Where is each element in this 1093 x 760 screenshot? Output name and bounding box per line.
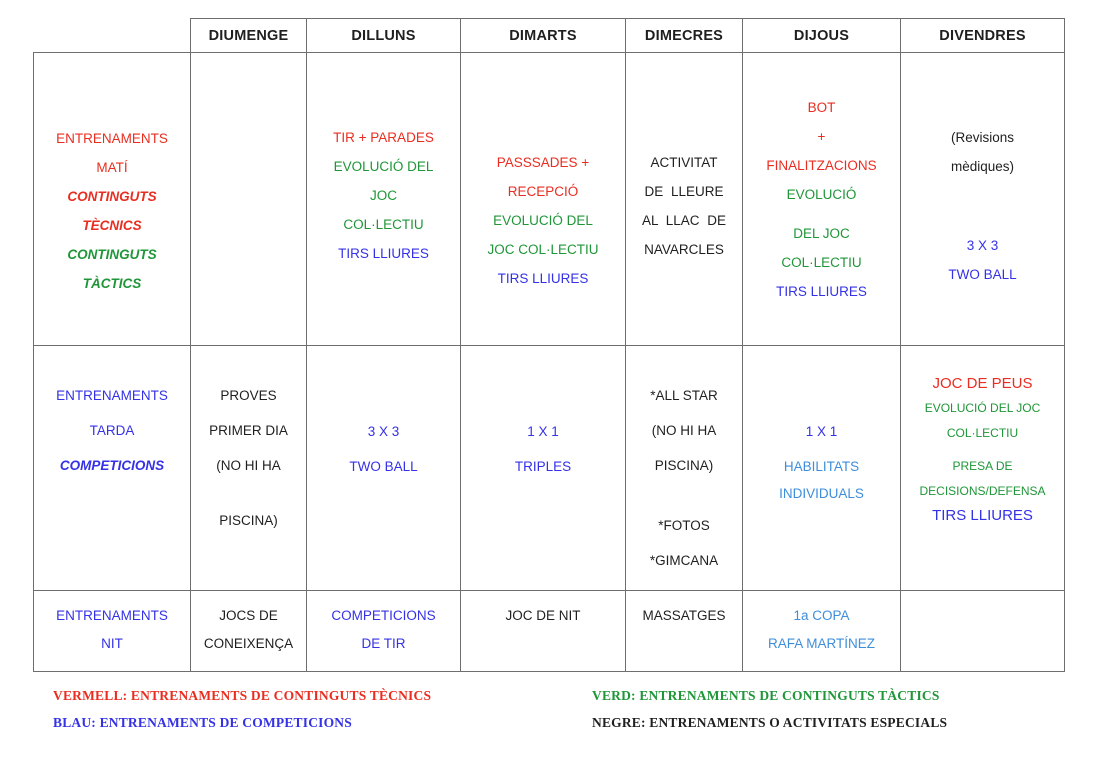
- cell-line: TWO BALL: [349, 459, 418, 474]
- cell-line: MATÍ: [96, 160, 128, 175]
- schedule-row-entrenaments-nit: [34, 591, 1065, 672]
- cell-line: (Revisions: [950, 130, 1015, 145]
- row-label-entrenaments-nit: [34, 591, 191, 672]
- cell-entrenaments-tarda-diumenge: [191, 346, 307, 591]
- legend-item-blau: BLAU: ENTRENAMENTS DE COMPETICIONS: [53, 715, 352, 730]
- cell-entrenaments-nit-dimarts: [461, 591, 626, 672]
- cell-line: EVOLUCIÓ: [786, 187, 857, 202]
- cell-line: JOC DE NIT: [505, 608, 581, 623]
- corner-spacer: [34, 19, 191, 53]
- cell-line: TRIPLES: [514, 459, 572, 474]
- cell-line: (NO HI HA: [216, 458, 281, 473]
- cell-line: TIRS LLIURES: [932, 507, 1033, 524]
- legend: [53, 682, 1093, 736]
- cell-entrenaments-mati-dimarts: [461, 53, 626, 346]
- cell-line: PISCINA): [219, 513, 278, 528]
- cell-line: ACTIVITAT: [650, 155, 718, 170]
- day-header-dijous: DIJOUS: [743, 19, 901, 53]
- cell-line: TÈCNICS: [82, 218, 142, 233]
- cell-line: PASSSADES +: [496, 155, 590, 170]
- legend-item-negre: NEGRE: ENTRENAMENTS O ACTIVITATS ESPECIALS: [592, 715, 948, 730]
- cell-line: PRESA DE: [952, 459, 1013, 473]
- day-header-dilluns: DILLUNS: [307, 19, 461, 53]
- day-header-diumenge: DIUMENGE: [191, 19, 307, 53]
- cell-line: RECEPCIÓ: [507, 184, 579, 199]
- cell-line: TIR + PARADES: [333, 130, 434, 145]
- cell-entrenaments-mati-dimecres: [626, 53, 743, 346]
- cell-line: 1a COPA: [793, 608, 850, 623]
- schedule-row-entrenaments-mati: [34, 53, 1065, 346]
- cell-line: 3 X 3: [966, 238, 999, 253]
- cell-line: HABILITATS: [783, 459, 860, 474]
- cell-entrenaments-nit-dilluns: [307, 591, 461, 672]
- schedule-row-entrenaments-tarda: [34, 346, 1065, 591]
- cell-line: INDIVIDUALS: [779, 486, 864, 501]
- cell-line: DE TIR: [361, 636, 406, 651]
- cell-entrenaments-tarda-dimecres: [626, 346, 743, 591]
- cell-line: MASSATGES: [642, 608, 726, 623]
- cell-line: +: [817, 129, 826, 144]
- cell-line: EVOLUCIÓ DEL: [493, 213, 593, 228]
- cell-line: ENTRENAMENTS: [56, 131, 168, 146]
- day-header-dimecres: DIMECRES: [626, 19, 743, 53]
- cell-entrenaments-tarda-divendres: [901, 346, 1065, 591]
- cell-line: ENTRENAMENTS: [56, 608, 168, 623]
- cell-entrenaments-mati-divendres: [901, 53, 1065, 346]
- cell-line: FINALITZACIONS: [766, 158, 877, 173]
- cell-line: 1 X 1: [805, 424, 838, 439]
- cell-line: TIRS LLIURES: [338, 246, 429, 261]
- legend-left-column: [53, 682, 592, 736]
- day-header-row: [34, 19, 1065, 53]
- cell-line: DECISIONS/DEFENSA: [919, 484, 1046, 498]
- cell-line: mèdiques): [950, 159, 1015, 174]
- cell-line: EVOLUCIÓ DEL JOC: [924, 401, 1041, 415]
- legend-item-verd: VERD: ENTRENAMENTS DE CONTINGUTS TÀCTICS: [592, 688, 940, 703]
- cell-entrenaments-tarda-dijous: [743, 346, 901, 591]
- cell-entrenaments-nit-divendres: [901, 591, 1065, 672]
- cell-line: COL·LECTIU: [343, 217, 424, 232]
- cell-entrenaments-tarda-dilluns: [307, 346, 461, 591]
- cell-entrenaments-nit-diumenge: [191, 591, 307, 672]
- cell-line: NAVARCLES: [644, 242, 724, 257]
- cell-line: *FOTOS: [658, 518, 710, 533]
- cell-line: JOC COL·LECTIU: [487, 242, 599, 257]
- cell-line: NIT: [101, 636, 123, 651]
- cell-line: ENTRENAMENTS: [56, 388, 168, 403]
- cell-line: PISCINA): [654, 458, 714, 473]
- cell-line: 1 X 1: [527, 424, 559, 439]
- cell-line: PROVES: [220, 388, 277, 403]
- row-label-entrenaments-tarda: [34, 346, 191, 591]
- weekly-schedule-table: [33, 18, 1065, 672]
- cell-entrenaments-mati-dijous: [743, 53, 901, 346]
- legend-right-column: [592, 682, 947, 736]
- cell-line: DE LLEURE: [644, 184, 724, 199]
- row-label-entrenaments-mati: [34, 53, 191, 346]
- cell-entrenaments-nit-dimecres: [626, 591, 743, 672]
- cell-line: JOC: [370, 188, 397, 203]
- cell-line: COMPETICIONS: [59, 458, 165, 473]
- cell-entrenaments-tarda-dimarts: [461, 346, 626, 591]
- cell-line: RAFA MARTÍNEZ: [767, 636, 876, 651]
- cell-line: *GIMCANA: [649, 553, 719, 568]
- cell-line: EVOLUCIÓ DEL: [333, 159, 434, 174]
- cell-line: TIRS LLIURES: [497, 271, 589, 286]
- cell-line: PRIMER DIA: [209, 423, 288, 438]
- cell-line: CONEIXENÇA: [203, 636, 294, 651]
- cell-line: TIRS LLIURES: [776, 284, 867, 299]
- legend-item-vermell: VERMELL: ENTRENAMENTS DE CONTINGUTS TÈCNICS: [53, 688, 432, 703]
- cell-line: TÀCTICS: [82, 276, 142, 291]
- cell-line: (NO HI HA: [651, 423, 717, 438]
- cell-line: COL·LECTIU: [946, 426, 1019, 440]
- cell-line: TARDA: [89, 423, 135, 438]
- cell-line: CONTINGUTS: [67, 247, 157, 262]
- cell-line: COMPETICIONS: [331, 608, 436, 623]
- cell-entrenaments-mati-dilluns: [307, 53, 461, 346]
- schedule-body: [34, 19, 1065, 672]
- cell-line: TWO BALL: [948, 267, 1017, 282]
- cell-line: *ALL STAR: [650, 388, 718, 403]
- day-header-dimarts: DIMARTS: [461, 19, 626, 53]
- cell-line: BOT: [807, 100, 836, 115]
- cell-line: JOC DE PEUS: [932, 375, 1033, 392]
- day-header-divendres: DIVENDRES: [901, 19, 1065, 53]
- cell-line: COL·LECTIU: [781, 255, 862, 270]
- cell-line: AL LLAC DE: [641, 213, 727, 228]
- cell-entrenaments-nit-dijous: [743, 591, 901, 672]
- cell-entrenaments-mati-diumenge: [191, 53, 307, 346]
- cell-line: DEL JOC: [793, 226, 850, 241]
- cell-line: JOCS DE: [219, 608, 278, 623]
- cell-line: 3 X 3: [367, 424, 400, 439]
- cell-line: CONTINGUTS: [67, 189, 157, 204]
